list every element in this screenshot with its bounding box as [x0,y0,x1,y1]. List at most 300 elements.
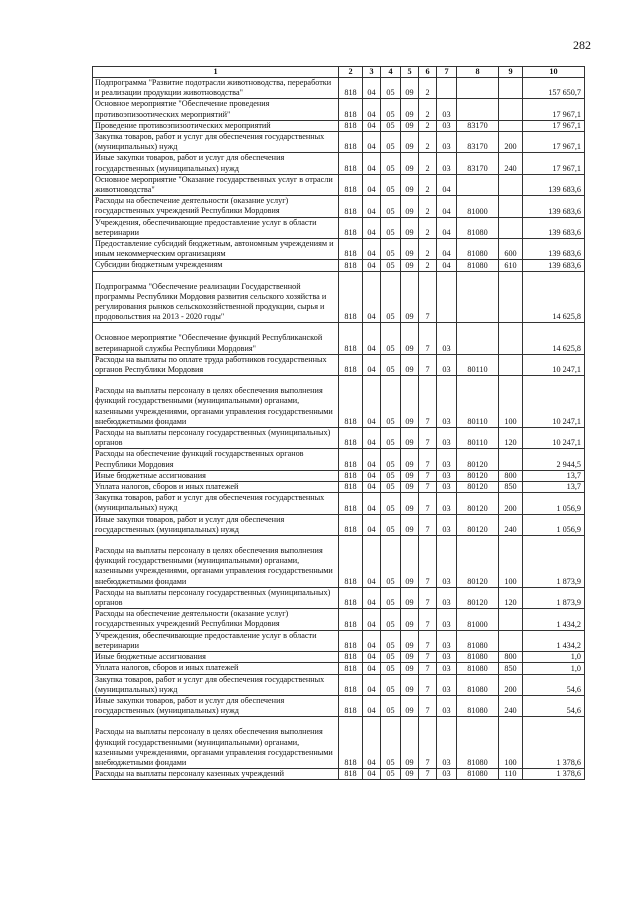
program-cell: 09 [401,536,419,588]
measure-cell: 03 [437,769,457,780]
direction-cell: 80120 [457,449,499,470]
expense-type-cell [499,630,523,651]
subsection-cell: 05 [381,652,401,663]
measure-cell: 03 [437,587,457,608]
measure-cell: 03 [437,674,457,695]
code-cell: 818 [339,652,363,663]
name-cell: Основное мероприятие "Обеспечение функций Республиканской ветеринарной службы Республики Мордовия" [93,323,339,354]
expense-type-cell: 600 [499,239,523,260]
expense-type-cell [499,120,523,131]
table-row [93,120,585,131]
subsection-cell: 05 [381,239,401,260]
table-row [93,354,585,375]
program-cell: 09 [401,449,419,470]
program-cell: 09 [401,663,419,674]
subprogram-cell: 7 [419,493,437,514]
subprogram-cell: 7 [419,514,437,535]
measure-cell [437,271,457,323]
code-cell: 818 [339,132,363,153]
program-cell: 09 [401,428,419,449]
direction-cell: 81080 [457,717,499,769]
table-row [93,99,585,120]
amount-cell: 1 873,9 [523,536,585,588]
table-row [93,493,585,514]
subsection-cell: 05 [381,153,401,174]
program-cell: 09 [401,99,419,120]
table-row [93,323,585,354]
header-cell-4: 4 [381,67,401,78]
measure-cell: 03 [437,132,457,153]
table-row [93,428,585,449]
subprogram-cell: 7 [419,717,437,769]
header-cell-1: 1 [93,67,339,78]
table-row [93,217,585,238]
measure-cell: 04 [437,239,457,260]
table-row [93,260,585,271]
measure-cell: 04 [437,174,457,195]
table-row [93,271,585,323]
name-cell: Расходы на выплаты персоналу казенных учреждений [93,769,339,780]
section-cell: 04 [363,493,381,514]
table-row [93,663,585,674]
name-cell: Расходы на выплаты персоналу государственных (муниципальных) органов [93,428,339,449]
direction-cell: 81080 [457,260,499,271]
direction-cell [457,99,499,120]
subprogram-cell: 7 [419,323,437,354]
header-cell-7: 7 [437,67,457,78]
section-cell: 04 [363,153,381,174]
section-cell: 04 [363,239,381,260]
expense-type-cell: 120 [499,428,523,449]
expense-type-cell: 610 [499,260,523,271]
measure-cell: 03 [437,99,457,120]
code-cell: 818 [339,587,363,608]
measure-cell: 03 [437,663,457,674]
direction-cell [457,78,499,99]
program-cell: 09 [401,482,419,493]
direction-cell: 81000 [457,196,499,217]
subprogram-cell: 7 [419,428,437,449]
program-cell: 09 [401,769,419,780]
table-row [93,470,585,481]
subprogram-cell: 7 [419,663,437,674]
program-cell: 09 [401,132,419,153]
name-cell: Расходы на выплаты персоналу государственных (муниципальных) органов [93,587,339,608]
subprogram-cell: 7 [419,674,437,695]
name-cell: Закупка товаров, работ и услуг для обеспечения государственных (муниципальных) нужд [93,493,339,514]
measure-cell: 03 [437,536,457,588]
section-cell: 04 [363,323,381,354]
direction-cell: 81080 [457,652,499,663]
subsection-cell: 05 [381,587,401,608]
code-cell: 818 [339,663,363,674]
table-row [93,674,585,695]
subprogram-cell: 7 [419,587,437,608]
expense-type-cell: 800 [499,470,523,481]
subprogram-cell: 2 [419,217,437,238]
code-cell: 818 [339,153,363,174]
subsection-cell: 05 [381,120,401,131]
code-cell: 818 [339,99,363,120]
subprogram-cell: 2 [419,99,437,120]
expense-type-cell: 200 [499,674,523,695]
section-cell: 04 [363,695,381,716]
measure-cell: 03 [437,323,457,354]
direction-cell: 83170 [457,120,499,131]
code-cell: 818 [339,482,363,493]
measure-cell: 03 [437,609,457,630]
section-cell: 04 [363,260,381,271]
code-cell: 818 [339,609,363,630]
table-row [93,132,585,153]
measure-cell: 03 [437,449,457,470]
subsection-cell: 05 [381,695,401,716]
subsection-cell: 05 [381,717,401,769]
measure-cell: 03 [437,652,457,663]
subsection-cell: 05 [381,630,401,651]
code-cell: 818 [339,514,363,535]
direction-cell: 80110 [457,428,499,449]
table-row [93,449,585,470]
measure-cell: 03 [437,428,457,449]
expense-type-cell: 240 [499,153,523,174]
name-cell: Закупка товаров, работ и услуг для обеспечения государственных (муниципальных) нужд [93,674,339,695]
code-cell: 818 [339,323,363,354]
subprogram-cell: 7 [419,609,437,630]
expense-type-cell: 120 [499,587,523,608]
measure-cell: 03 [437,376,457,428]
amount-cell: 139 683,6 [523,196,585,217]
amount-cell: 139 683,6 [523,174,585,195]
direction-cell: 80120 [457,536,499,588]
code-cell: 818 [339,630,363,651]
table-row [93,482,585,493]
expense-type-cell [499,609,523,630]
table-row [93,514,585,535]
program-cell: 09 [401,217,419,238]
expense-type-cell: 850 [499,663,523,674]
amount-cell: 13,7 [523,470,585,481]
direction-cell: 81080 [457,239,499,260]
code-cell: 818 [339,271,363,323]
name-cell: Расходы на выплаты персоналу в целях обеспечения выполнения функций государственными (муниципальными) органами, казенными учреждениями, органами управления государственными внебюджетными фондами [93,376,339,428]
code-cell: 818 [339,196,363,217]
amount-cell: 54,6 [523,674,585,695]
table-row [93,536,585,588]
expense-type-cell [499,99,523,120]
header-cell-5: 5 [401,67,419,78]
table-row [93,609,585,630]
section-cell: 04 [363,470,381,481]
code-cell: 818 [339,493,363,514]
program-cell: 09 [401,354,419,375]
expense-type-cell [499,217,523,238]
measure-cell: 03 [437,354,457,375]
table-row [93,630,585,651]
program-cell: 09 [401,587,419,608]
table-body [93,78,585,780]
name-cell: Основное мероприятие "Обеспечение проведения противоэпизоотических мероприятий" [93,99,339,120]
direction-cell: 80120 [457,514,499,535]
section-cell: 04 [363,428,381,449]
program-cell: 09 [401,652,419,663]
header-cell-8: 8 [457,67,499,78]
program-cell: 09 [401,323,419,354]
subsection-cell: 05 [381,514,401,535]
name-cell: Проведение противоэпизоотических мероприятий [93,120,339,131]
name-cell: Закупка товаров, работ и услуг для обеспечения государственных (муниципальных) нужд [93,132,339,153]
expense-type-cell [499,174,523,195]
direction-cell: 81080 [457,695,499,716]
name-cell: Иные бюджетные ассигнования [93,652,339,663]
program-cell: 09 [401,717,419,769]
direction-cell: 81000 [457,609,499,630]
direction-cell [457,271,499,323]
direction-cell: 80110 [457,376,499,428]
subprogram-cell: 2 [419,174,437,195]
subprogram-cell: 7 [419,769,437,780]
measure-cell: 03 [437,470,457,481]
section-cell: 04 [363,174,381,195]
measure-cell: 03 [437,153,457,174]
subsection-cell: 05 [381,482,401,493]
section-cell: 04 [363,717,381,769]
program-cell: 09 [401,514,419,535]
expense-type-cell: 100 [499,536,523,588]
subsection-cell: 05 [381,470,401,481]
measure-cell: 04 [437,196,457,217]
subsection-cell: 05 [381,78,401,99]
code-cell: 818 [339,78,363,99]
code-cell: 818 [339,376,363,428]
expense-type-cell: 200 [499,493,523,514]
program-cell: 09 [401,609,419,630]
section-cell: 04 [363,663,381,674]
measure-cell: 03 [437,695,457,716]
section-cell: 04 [363,674,381,695]
amount-cell: 1 378,6 [523,717,585,769]
name-cell: Иные закупки товаров, работ и услуг для обеспечения государственных (муниципальных) нужд [93,153,339,174]
direction-cell: 80110 [457,354,499,375]
amount-cell: 139 683,6 [523,217,585,238]
subprogram-cell: 2 [419,153,437,174]
table-row [93,769,585,780]
subsection-cell: 05 [381,609,401,630]
name-cell: Субсидии бюджетным учреждениям [93,260,339,271]
expense-type-cell: 110 [499,769,523,780]
section-cell: 04 [363,652,381,663]
section-cell: 04 [363,354,381,375]
subprogram-cell: 2 [419,78,437,99]
header-cell-3: 3 [363,67,381,78]
subsection-cell: 05 [381,663,401,674]
direction-cell: 83170 [457,153,499,174]
code-cell: 818 [339,717,363,769]
subprogram-cell: 7 [419,482,437,493]
subprogram-cell: 7 [419,354,437,375]
section-cell: 04 [363,196,381,217]
program-cell: 09 [401,78,419,99]
program-cell: 09 [401,239,419,260]
expense-type-cell: 800 [499,652,523,663]
subsection-cell: 05 [381,217,401,238]
section-cell: 04 [363,609,381,630]
name-cell: Подпрограмма "Обеспечение реализации Государственной программы Республики Мордовия развития сельского хозяйства и регулирования рынков сельскохозяйственной продукции, сырья и продовольствия на 2013 - 2020 годы" [93,271,339,323]
code-cell: 818 [339,174,363,195]
program-cell: 09 [401,674,419,695]
expense-type-cell: 100 [499,376,523,428]
subsection-cell: 05 [381,323,401,354]
direction-cell: 83170 [457,132,499,153]
subsection-cell: 05 [381,99,401,120]
direction-cell: 81080 [457,674,499,695]
program-cell: 09 [401,196,419,217]
name-cell: Иные бюджетные ассигнования [93,470,339,481]
expense-type-cell [499,271,523,323]
amount-cell: 1,0 [523,652,585,663]
section-cell: 04 [363,630,381,651]
header-cell-6: 6 [419,67,437,78]
direction-cell: 81080 [457,663,499,674]
subsection-cell: 05 [381,271,401,323]
direction-cell: 80120 [457,493,499,514]
subprogram-cell: 7 [419,449,437,470]
amount-cell: 139 683,6 [523,260,585,271]
expense-type-cell: 850 [499,482,523,493]
expense-type-cell: 200 [499,132,523,153]
program-cell: 09 [401,260,419,271]
amount-cell: 1 434,2 [523,630,585,651]
measure-cell: 03 [437,120,457,131]
amount-cell: 10 247,1 [523,376,585,428]
table-row [93,239,585,260]
code-cell: 818 [339,674,363,695]
subsection-cell: 05 [381,132,401,153]
table-row [93,695,585,716]
name-cell: Расходы на обеспечение функций государственных органов Республики Мордовия [93,449,339,470]
amount-cell: 2 944,5 [523,449,585,470]
name-cell: Уплата налогов, сборов и иных платежей [93,663,339,674]
measure-cell: 03 [437,630,457,651]
measure-cell: 03 [437,482,457,493]
amount-cell: 14 625,8 [523,323,585,354]
subprogram-cell: 7 [419,271,437,323]
section-cell: 04 [363,514,381,535]
table-row [93,78,585,99]
subsection-cell: 05 [381,536,401,588]
section-cell: 04 [363,132,381,153]
table-row [93,376,585,428]
expense-type-cell: 240 [499,695,523,716]
measure-cell: 04 [437,217,457,238]
code-cell: 818 [339,354,363,375]
name-cell: Расходы на выплаты персоналу в целях обеспечения выполнения функций государственными (муниципальными) органами, казенными учреждениями, органами управления государственными внебюджетными фондами [93,536,339,588]
code-cell: 818 [339,260,363,271]
program-cell: 09 [401,120,419,131]
page-number: 282 [573,38,591,52]
program-cell: 09 [401,376,419,428]
subprogram-cell: 7 [419,630,437,651]
header-cell-9: 9 [499,67,523,78]
amount-cell: 17 967,1 [523,153,585,174]
code-cell: 818 [339,695,363,716]
code-cell: 818 [339,449,363,470]
header-cell-2: 2 [339,67,363,78]
subsection-cell: 05 [381,260,401,271]
measure-cell: 03 [437,514,457,535]
direction-cell: 80120 [457,482,499,493]
amount-cell: 1,0 [523,663,585,674]
subsection-cell: 05 [381,354,401,375]
amount-cell: 1 378,6 [523,769,585,780]
expense-type-cell [499,196,523,217]
name-cell: Учреждения, обеспечивающие предоставление услуг в области ветеринарии [93,630,339,651]
amount-cell: 17 967,1 [523,99,585,120]
amount-cell: 1 873,9 [523,587,585,608]
name-cell: Основное мероприятие "Оказание государственных услуг в отрасли животноводства" [93,174,339,195]
subprogram-cell: 2 [419,120,437,131]
section-cell: 04 [363,78,381,99]
name-cell: Предоставление субсидий бюджетным, автономным учреждениям и иным некоммерческим организациям [93,239,339,260]
subsection-cell: 05 [381,493,401,514]
section-cell: 04 [363,482,381,493]
subsection-cell: 05 [381,428,401,449]
subsection-cell: 05 [381,674,401,695]
section-cell: 04 [363,99,381,120]
expense-type-cell [499,78,523,99]
amount-cell: 157 650,7 [523,78,585,99]
program-cell: 09 [401,493,419,514]
section-cell: 04 [363,449,381,470]
subprogram-cell: 7 [419,470,437,481]
program-cell: 09 [401,153,419,174]
subprogram-cell: 2 [419,196,437,217]
code-cell: 818 [339,428,363,449]
name-cell: Уплата налогов, сборов и иных платежей [93,482,339,493]
header-cell-10: 10 [523,67,585,78]
direction-cell [457,174,499,195]
amount-cell: 1 056,9 [523,514,585,535]
amount-cell: 10 247,1 [523,428,585,449]
subsection-cell: 05 [381,376,401,428]
expense-type-cell [499,449,523,470]
subprogram-cell: 7 [419,376,437,428]
program-cell: 09 [401,630,419,651]
subprogram-cell: 2 [419,260,437,271]
amount-cell: 17 967,1 [523,132,585,153]
subprogram-cell: 2 [419,132,437,153]
expense-type-cell: 240 [499,514,523,535]
amount-cell: 14 625,8 [523,271,585,323]
section-cell: 04 [363,376,381,428]
program-cell: 09 [401,470,419,481]
subsection-cell: 05 [381,769,401,780]
measure-cell: 04 [437,260,457,271]
table-row [93,196,585,217]
code-cell: 818 [339,217,363,238]
code-cell: 818 [339,239,363,260]
amount-cell: 13,7 [523,482,585,493]
name-cell: Подпрограмма "Развитие подотрасли животноводства, переработки и реализации продукции животноводства" [93,78,339,99]
budget-table [92,66,585,780]
subsection-cell: 05 [381,449,401,470]
direction-cell: 80120 [457,470,499,481]
measure-cell [437,78,457,99]
subprogram-cell: 7 [419,536,437,588]
direction-cell: 81080 [457,769,499,780]
subprogram-cell: 7 [419,652,437,663]
name-cell: Расходы на обеспечение деятельности (оказание услуг) государственных учреждений Республики Мордовия [93,609,339,630]
